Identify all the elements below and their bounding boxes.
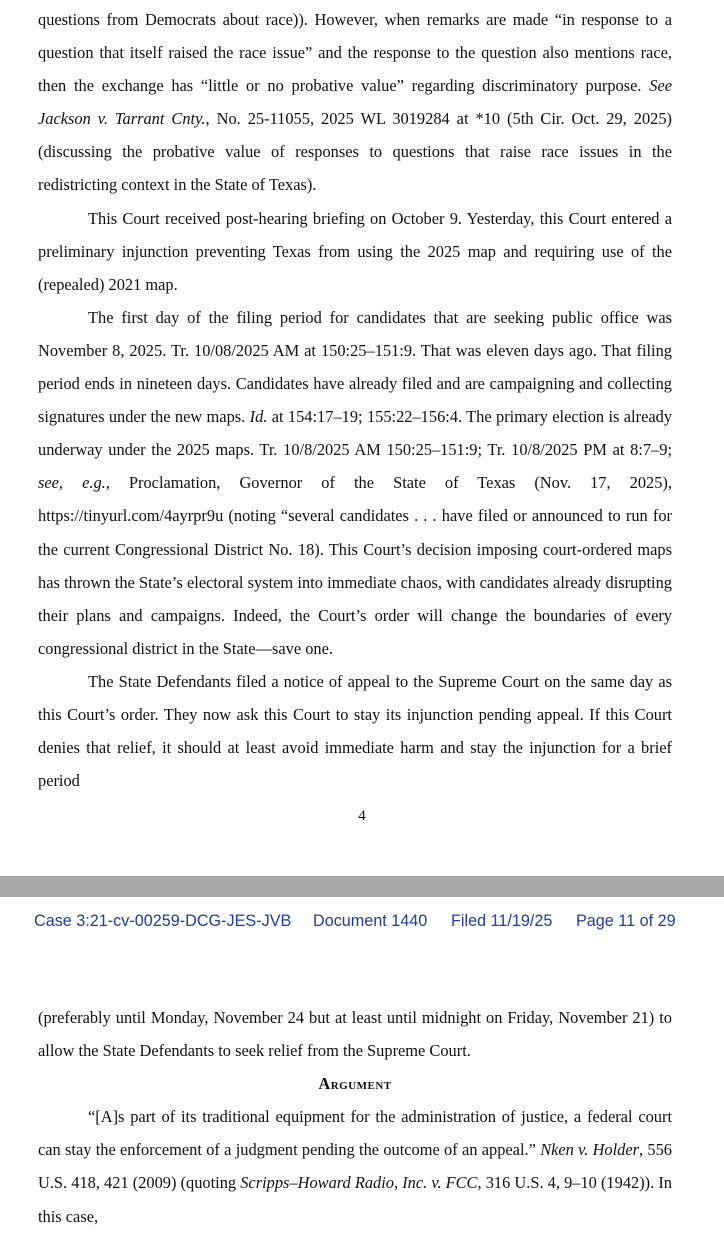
page-separator xyxy=(0,876,724,897)
citation-italic: See Jackson v. Tarrant Cnty. xyxy=(38,76,672,129)
text-run: The first day of the filing period for candidates that are seeking public office was November 8, 2025. Tr. 10/08/2025 AM at 150:25–151:9. That was eleven days ago. That filing period ends in nineteen days. Candidates have already filed and are campaigning and collecting signatures under the new maps. xyxy=(38,307,672,427)
citation-italic: Id. xyxy=(249,407,268,427)
section-heading: Argument xyxy=(318,1074,392,1094)
text-run: , Proclamation, Governor of the State of Texas (Nov. 17, 2025), https://tinyurl.com/4ayrpr9u (noting “several candidates . . . have filed or announced to run for the current Congressional District No. 18). This Court’s decision imposing court-ordered maps has thrown the State’s electoral system into immediate chaos, with candidates already disrupting their plans and campaigns. Indeed, the Court’s order will change the boundaries of every congressional district in the State—save one. xyxy=(38,473,672,658)
text-run: , 556 U.S. 418, 421 (2009) (quoting xyxy=(38,1140,673,1193)
text-run: questions from Democrats about race)). However, when remarks are made “in response to a question that itself raised the race issue” and the response to the question also mentions race, then the exchange has “little or no probative value” regarding discriminatory purpose. xyxy=(38,10,672,96)
page-number: 4 xyxy=(358,808,366,824)
case-number: Case 3:21-cv-00259-DCG-JES-JVB xyxy=(34,912,292,930)
citation-italic: Scripps–Howard Radio, Inc. v. FCC xyxy=(240,1173,478,1193)
filed-date: Filed 11/19/25 xyxy=(451,912,553,930)
document-number: Document 1440 xyxy=(313,912,428,930)
argument-paragraph xyxy=(38,1100,672,1232)
text-run: , 316 U.S. 4, 9–10 (1942)). In this case, xyxy=(38,1173,672,1226)
ecf-header xyxy=(0,897,724,949)
continuation-paragraph: (preferably until Monday, November 24 but at least until midnight on Friday, November 21) to allow the State Defendants to seek relief from the Supreme Court. xyxy=(38,1008,672,1061)
citation-italic: Nken v. Holder xyxy=(540,1140,640,1160)
paragraph-3 xyxy=(38,301,672,665)
citation-italic: see, e.g. xyxy=(38,473,106,493)
text-run: , No. 25-11055, 2025 WL 3019284 at *10 (5th Cir. Oct. 29, 2025) (discussing the probative value of responses to questions that raise race issues in the redistricting context in the State of Texas). xyxy=(38,109,672,195)
paragraph-4 xyxy=(38,665,672,797)
text-run: This Court received post-hearing briefing on October 9. Yesterday, this Court entered a preliminary injunction preventing Texas from using the 2025 map and requiring use of the (repealed) 2021 map. xyxy=(38,208,672,294)
paragraph-2 xyxy=(38,202,672,301)
text-run: at 154:17–19; 155:22–156:4. The primary election is already underway under the 2025 maps. Tr. 10/8/2025 AM 150:25–151:9; Tr. 10/8/2025 PM at 8:7–9; xyxy=(38,407,673,460)
body-text-bottom xyxy=(38,1001,672,1233)
text-run: “[A]s part of its traditional equipment for the administration of justice, a federal court can stay the enforcement of a judgment pending the outcome of an appeal.” xyxy=(38,1107,672,1160)
page-count: Page 11 of 29 xyxy=(576,912,676,930)
paragraph-1 xyxy=(38,3,672,202)
text-run: The State Defendants filed a notice of appeal to the Supreme Court on the same day as this Court’s order. They now ask this Court to stay its injunction pending appeal. If this Court denies that relief, it should at least avoid immediate harm and stay the injunction for a brief period xyxy=(38,671,672,791)
body-text-top xyxy=(38,3,672,797)
